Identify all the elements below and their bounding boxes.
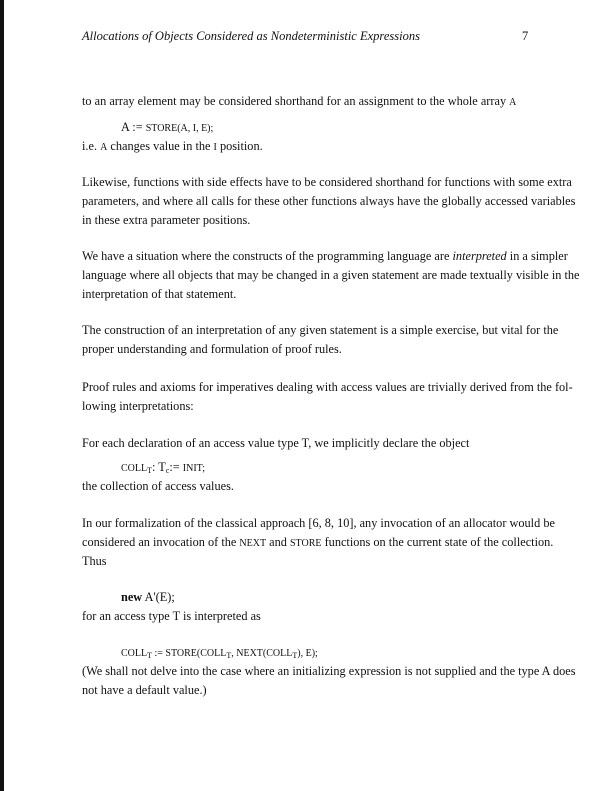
text-line: the collection of access values. (82, 479, 234, 493)
paragraph-new (82, 588, 530, 626)
paragraph-interpretation (82, 643, 576, 700)
text: COLL (121, 648, 148, 659)
text: := (169, 460, 183, 474)
text: INIT; (182, 463, 205, 474)
text-line: in these extra parameter positions. (82, 213, 251, 227)
text: and (266, 535, 290, 549)
code-line (82, 588, 530, 607)
scan-edge-bar (0, 0, 4, 791)
text-line (82, 247, 568, 266)
paragraph-declaration (82, 434, 530, 496)
text-line (82, 533, 554, 552)
text: A'(E); (142, 590, 175, 604)
text: : T (152, 460, 166, 474)
paragraph-array-assignment (82, 92, 530, 156)
text-line: parameters, and where all calls for these other functions always have the globally accessed variables (82, 194, 576, 208)
text-line: Likewise, functions with side effects have to be considered shorthand for functions with some extra (82, 175, 572, 189)
text: We have a situation where the constructs of the programming language are (82, 249, 453, 263)
text: NEXT (239, 538, 267, 549)
subscript: T (226, 651, 232, 660)
subscript: T (147, 651, 152, 660)
text: ), E); (297, 648, 318, 659)
text: A := (121, 120, 146, 134)
text: functions on the current state of the collection. (321, 535, 554, 549)
text-line: (We shall not delve into the case where an initializing expression is not supplied and the type A does (82, 664, 576, 678)
text-line: The construction of an interpretation of any given statement is a simple exercise, but vital for the (82, 323, 559, 337)
emphasis: interpreted (452, 249, 507, 263)
page-number: 7 (522, 29, 529, 43)
text-line: language where all objects that may be changed in a given statement are made textually visible in the (82, 268, 580, 282)
text: A (100, 142, 108, 153)
text: , NEXT(COLL (231, 648, 293, 659)
text-line: proper understanding and formulation of proof rules. (82, 342, 342, 356)
paragraph-interpreted (82, 247, 580, 304)
subscript: c (165, 466, 170, 475)
text: STORE(A, I, E); (145, 123, 214, 134)
text-line: For each declaration of an access value type T, we implicitly declare the object (82, 436, 470, 450)
code-line (82, 118, 530, 137)
text: considered an invocation of the (82, 535, 240, 549)
text: I (213, 142, 217, 153)
subscript: T (292, 651, 298, 660)
text: to an array element may be considered shorthand for an assignment to the whole array (82, 94, 507, 108)
text: i.e. (82, 139, 101, 153)
text: STORE (290, 538, 322, 549)
paragraph-formalization (82, 514, 555, 571)
paragraph-construction (82, 321, 559, 359)
text: position. (216, 139, 263, 153)
text-line: interpretation of that statement. (82, 287, 237, 301)
text-line (82, 137, 530, 156)
text-line: not have a default value.) (82, 683, 207, 697)
text: COLL (121, 463, 148, 474)
text-line: In our formalization of the classical approach [6, 8, 10], any invocation of an allocator would be (82, 516, 555, 530)
text-line: Thus (82, 554, 107, 568)
text: changes value in the (107, 139, 214, 153)
code-line (82, 643, 530, 662)
paragraph-proof-rules (82, 378, 573, 416)
code-line (82, 458, 530, 477)
keyword: new (121, 590, 143, 604)
subscript: T (147, 466, 152, 475)
text: A (509, 97, 517, 108)
running-header: Allocations of Objects Considered as Nondeterministic Expressions (82, 29, 420, 43)
text: in a simpler (506, 249, 568, 263)
text-line: lowing interpretations: (82, 399, 194, 413)
text-line: Proof rules and axioms for imperatives dealing with access values are trivially derived from the fol- (82, 380, 573, 394)
text: := STORE(COLL (152, 648, 227, 659)
text-line: for an access type T is interpreted as (82, 609, 261, 623)
paragraph-side-effects (82, 173, 576, 230)
